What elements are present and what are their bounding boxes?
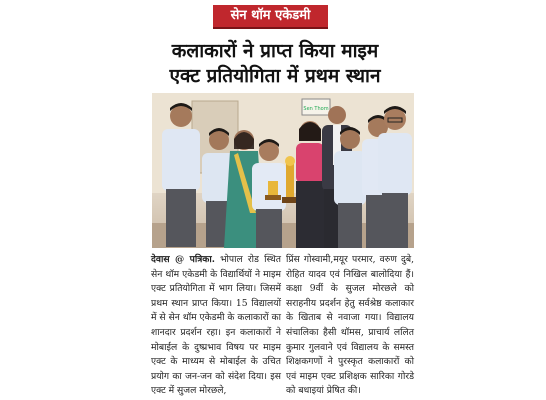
article-column-1 [151, 253, 281, 399]
article-column-2 [286, 253, 414, 399]
group-photo [152, 93, 414, 248]
article-body-2: प्रिंस गोस्वामी,मयूर परमार, वरुण दुबे, रोहित यादव एवं निखिल बालोदिया हैं। कक्षा 9वीं के सुजल मोरछले को सराहनीय प्रदर्शन हेतु सर्वश्रेष्ठ कलाकार के खिताब से नवाजा गया। विद्यालय संचालिका हैसी थॉमस, प्राचार्य ललित कुमार गुलवाने एवं विद्यालय के समस्त शिक्षकगणों ने पुरस्कृत कलाकारों को एवं माइम एक्ट प्रशिक्षक सारिका गोरडे को बधाइयां प्रेषित की। [286, 254, 414, 397]
school-name-tag: सेन थॉम एकेडमी [213, 5, 328, 29]
article-body-1: भोपाल रोड स्थित सेन थॉम एकेडमी के विद्यार्थियों ने माइम एक्ट प्रतियोगिता में भाग लिया। जिसमें प्रथम स्थान प्राप्त किया। 15 विद्यालयों में से सेन थॉम एकेडमी के कलाकारों का शानदार प्रदर्शन रहा। इन कलाकारों ने मोबाईल के दुष्प्रभाव विषय पर माइम एक्ट के माध्यम से मोबाईल के उचित प्रयोग का जन-जन को संदेश दिया। इस एक्ट में सुजल मोरछले, [151, 254, 281, 397]
headline-line-1: कलाकारों ने प्राप्त किया माइम [171, 40, 379, 62]
headline-line-2: एक्ट प्रतियोगिता में प्रथम स्थान [169, 65, 381, 87]
sign-text: Sen Thom [303, 106, 329, 112]
dateline: देवास @ पत्रिका. [151, 254, 215, 265]
teacher-2 [296, 121, 324, 248]
